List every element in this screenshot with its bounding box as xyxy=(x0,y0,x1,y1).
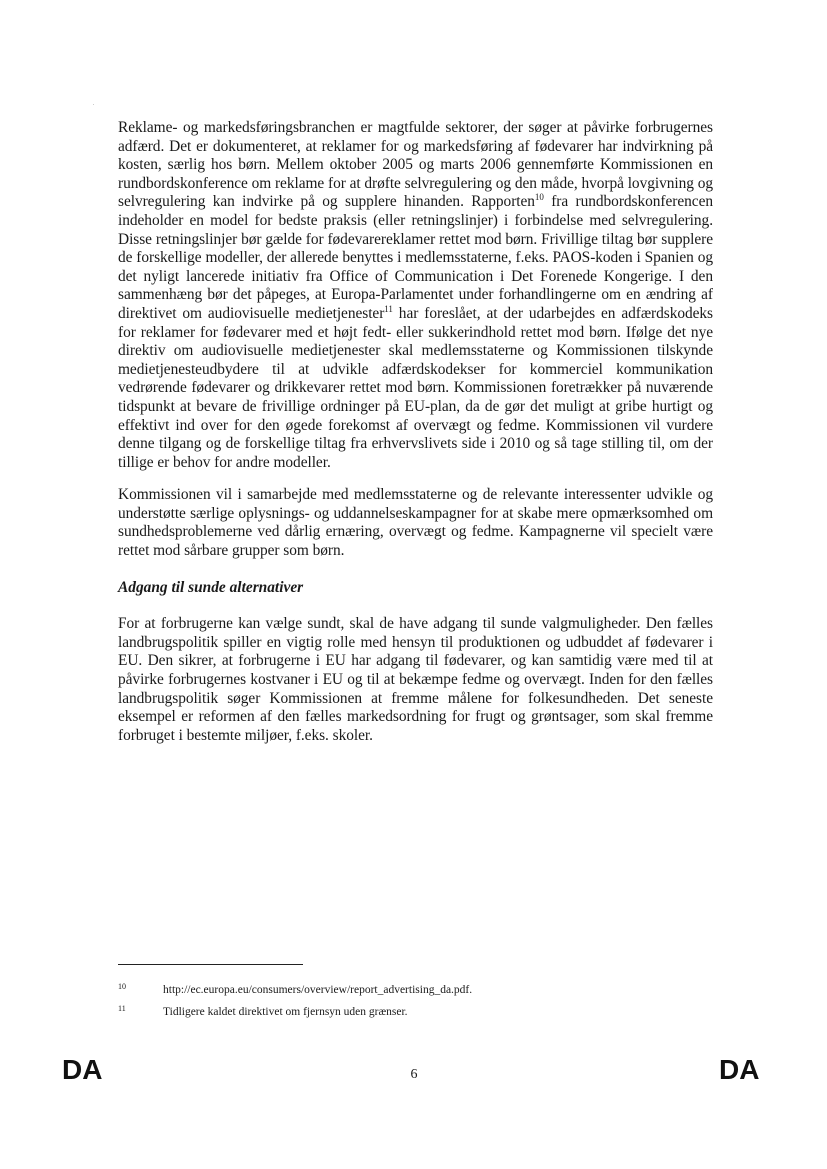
body-text xyxy=(118,119,713,759)
language-code-left: DA xyxy=(62,1054,103,1085)
paragraph-campaigns: Kommissionen vil i samarbejde med medlemsstaterne og de relevante interessenter udvikle og understøtte særlige oplysnings- og uddannelseskampagner for at skabe mere opmærksomhed om sundhedsproblemerne ved dårlig ernæring, overvægt og fedme. Kampagnerne vil specielt være rettet mod sårbare grupper som børn. xyxy=(118,486,713,560)
footnote-separator xyxy=(118,964,303,965)
language-code-right: DA xyxy=(719,1054,760,1085)
paragraph-text: Reklame- og markedsføringsbranchen er magtfulde sektorer, der søger at påvirke forbrugernes adfærd. Det er dokumenteret, at reklamer for og markedsføring af fødevarer har indvirkning på kosten, særlig hos børn. Mellem oktober 2005 og marts 2006 gennemførte Kommissionen en rundbordskonference om reklame for at drøfte selvregulering og den måde, hvorpå lovgivning og selvregulering kan indvirke på og supplere hinanden. Rapporten xyxy=(118,119,713,211)
page-number: 6 xyxy=(410,1067,418,1082)
section-heading: Adgang til sunde alternativer xyxy=(118,578,304,596)
paragraph-text: fra rundbordskonferencen indeholder en model for bedste praksis (eller retningslinjer) i forbindelse med selvregulering. Disse retningslinjer bør gælde for fødevarereklamer rettet mod børn. Frivillige tiltag bør supplere de forskellige modeller, der allerede benyttes i medlemsstaterne, f.eks. PAOS-koden i Spanien og det nyligt lancerede initiativ fra Office of Communication i Det Forenede Kongerige. I den sammenhæng bør det påpeges, at Europa-Parlamentet under forhandlingerne om en ændring af direktivet om audiovisuelle medietjenester xyxy=(118,193,713,322)
footnote-number: 11 xyxy=(118,1004,126,1013)
paragraph-cap: For at forbrugerne kan vælge sundt, skal de have adgang til sunde valgmuligheder. Den fælles landbrugspolitik spiller en vigtig rolle med hensyn til produktionen og udbuddet af fødevarer i EU. Den sikrer, at forbrugerne i EU har adgang til fødevarer, og kan samtidig være med til at påvirke forbrugernes kostvaner i EU og til at bekæmpe fedme og overvægt. Inden for den fælles landbrugspolitik søger Kommissionen at fremme målene for folkesundheden. Det seneste eksempel er reformen af den fælles markedsordning for frugt og grøntsager, som skal fremme forbruget i bestemte miljøer, f.eks. skoler. xyxy=(118,615,713,744)
paragraph-advertising xyxy=(118,119,713,472)
scan-speck xyxy=(93,104,94,105)
footnote-number: 10 xyxy=(118,982,126,991)
footnote-ref: 10 xyxy=(534,192,544,203)
footnote-link[interactable]: http://ec.europa.eu/consumers/overview/report_advertising_da.pdf. xyxy=(163,984,473,996)
footnote-text: Tidligere kaldet direktivet om fjernsyn uden grænser. xyxy=(163,1006,408,1018)
paragraph-text: har foreslået, at der udarbejdes en adfærdskodeks for reklamer for fødevarer med et højt fedt- eller sukkerindhold rettet mod børn. Ifølge det nye direktiv om audiovisuelle medietjenester skal medlemsstaterne og Kommissionen tilskynde medietjenesteudbydere til at udvikle adfærdskodekser for kommerciel kommunikation vedrørende fødevarer og drikkevarer rettet mod børn. Kommissionen foretrækker på nuværende tidspunkt at bevare de frivillige ordninger på EU-plan, da de gør det muligt at gribe hurtigt og effektivt ind over for den øgede forekomst af overvægt og fedme. Kommissionen vil vurdere denne tilgang og de forskellige tiltag fra erhvervslivets side i 2010 og så tage stilling til, om der tillige er behov for andre modeller. xyxy=(118,304,713,471)
footnote-ref: 11 xyxy=(384,303,393,314)
